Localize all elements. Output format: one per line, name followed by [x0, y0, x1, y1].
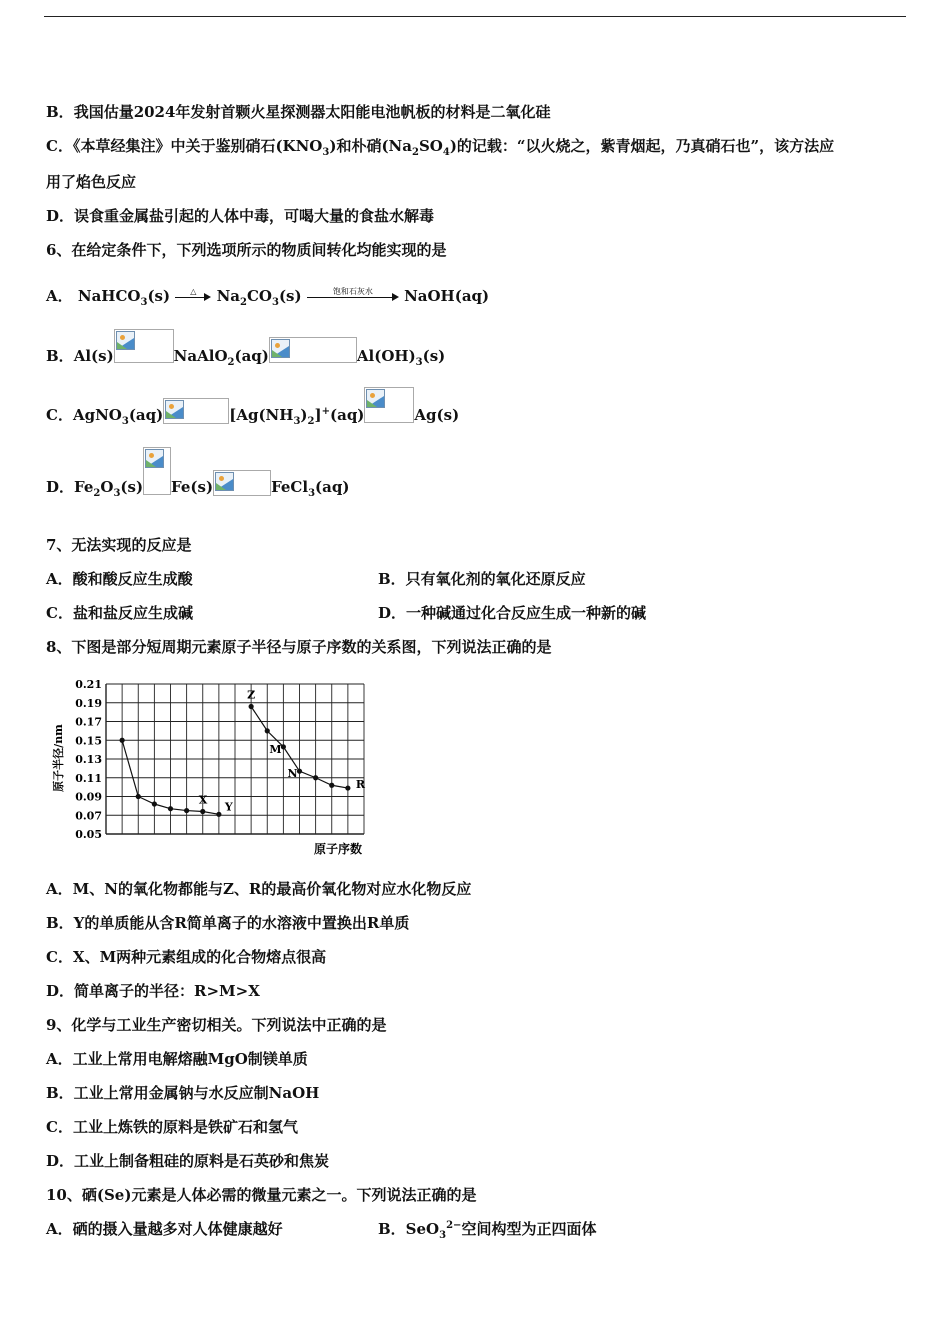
y-tick-label: 0.15 [75, 734, 102, 748]
q9-option-b[interactable]: B．工业上常用金属钠与水反应制NaOH [46, 1084, 320, 1102]
y-tick-label: 0.19 [75, 696, 102, 710]
data-point [184, 808, 189, 813]
point-label: X [198, 793, 208, 807]
broken-image-icon [364, 387, 414, 423]
point-labels [199, 689, 366, 814]
q7-option-c[interactable]: C．盐和盐反应生成碱 [46, 604, 193, 622]
y-axis-label: 原子半径/nm [52, 724, 65, 792]
data-point [168, 806, 173, 811]
q5-option-d[interactable]: D．误食重金属盐引起的人体中毒，可喝大量的食盐水解毒 [46, 207, 435, 225]
broken-image-icon [143, 447, 171, 495]
data-point [297, 769, 302, 774]
q7-option-a[interactable]: A．酸和酸反应生成酸 [46, 570, 193, 588]
broken-image-icon [213, 470, 271, 496]
point-label: Y [224, 800, 233, 814]
q8-option-a[interactable]: A．M、N的氧化物都能与Z、R的最高价氧化物对应水化物反应 [46, 880, 472, 898]
y-tick-label: 0.13 [75, 753, 102, 766]
atomic-radius-chart [48, 672, 378, 862]
heat-arrow: △ [175, 288, 211, 306]
data-point [329, 783, 334, 788]
data-point [120, 738, 125, 743]
y-tick-label: 0.07 [75, 809, 102, 823]
q6-option-c[interactable]: C．AgNO$_3$(aq) $[Ag(NH_3)_2]^+(aq)$ Ag(s) [46, 405, 459, 425]
q7-stem: 7、无法实现的反应是 [46, 536, 192, 554]
q5-option-c-continued: 用了焰色反应 [46, 173, 137, 191]
data-point [345, 785, 350, 790]
data-point [249, 704, 254, 709]
q10-stem: 10、硒(Se)元素是人体必需的微量元素之一。下列说法正确的是 [46, 1186, 477, 1204]
data-point [136, 794, 141, 799]
y-tick-label: 0.17 [75, 715, 102, 729]
q5-option-b[interactable]: B．我国估量2024年发射首颗火星探测器太阳能电池帆板的材料是二氧化硅 [46, 103, 551, 121]
q9-option-c[interactable]: C．工业上炼铁的原料是铁矿石和氢气 [46, 1118, 298, 1136]
q7-option-d[interactable]: D．一种碱通过化合反应生成一种新的碱 [378, 604, 647, 622]
q6-stem: 6、在给定条件下，下列选项所示的物质间转化均能实现的是 [46, 241, 447, 259]
q6-option-a[interactable]: A． NaHCO$_3$(s) △ $Na_2CO_3(s)$ 饱和石灰水 NaOH(aq) [46, 287, 490, 308]
broken-image-icon [163, 398, 229, 424]
q9-option-a[interactable]: A．工业上常用电解熔融MgO制镁单质 [46, 1050, 308, 1068]
point-label: M [269, 742, 282, 756]
y-tick-label: 0.11 [75, 771, 102, 785]
q10-option-b[interactable]: B．SeO$_3^{2-}$空间构型为正四面体 [378, 1220, 597, 1241]
limewater-arrow: 饱和石灰水 [307, 288, 399, 306]
q8-option-d[interactable]: D．简单离子的半径：R>M>X [46, 982, 260, 1000]
header-rule [44, 16, 906, 17]
q5-option-c[interactable]: C．《本草经集注》中关于鉴别硝石$(KNO_3)$和朴硝$(Na_2SO_4)$的记载：“以火烧之，紫青烟起，乃真硝石也”，该方法应 [46, 137, 835, 158]
q9-stem: 9、化学与工业生产密切相关。下列说法中正确的是 [46, 1016, 387, 1034]
point-label: R [355, 778, 366, 792]
q6-option-b[interactable]: B．Al(s) NaAlO$_2$(aq) $Al(OH)_3(s)$ [46, 346, 445, 366]
y-tick-label: 0.09 [75, 790, 102, 804]
broken-image-icon [114, 329, 174, 363]
q7-option-b[interactable]: B．只有氧化剂的氧化还原反应 [378, 570, 586, 588]
chart-grid [106, 684, 364, 834]
x-axis-label: 原子序数 [313, 842, 363, 856]
y-tick-labels [75, 678, 102, 841]
data-point [313, 775, 318, 780]
data-point [265, 728, 270, 733]
q9-option-d[interactable]: D．工业上制备粗硅的原料是石英砂和焦炭 [46, 1152, 330, 1170]
data-point [216, 812, 221, 817]
data-point [200, 809, 205, 814]
data-point [152, 801, 157, 806]
broken-image-icon [269, 337, 357, 363]
q10-option-a[interactable]: A．硒的摄入量越多对人体健康越好 [46, 1220, 283, 1238]
q8-option-c[interactable]: C．X、M两种元素组成的化合物熔点很高 [46, 948, 327, 966]
point-label: Z [247, 688, 256, 702]
q6-option-d[interactable]: D．$Fe_2O_3(s)$ Fe(s) FeCl$_3$(aq) [46, 477, 349, 497]
point-label: N [287, 767, 298, 781]
y-tick-label: 0.21 [75, 678, 102, 691]
q8-option-b[interactable]: B．Y的单质能从含R简单离子的水溶液中置换出R单质 [46, 914, 410, 932]
q8-stem: 8、下图是部分短周期元素原子半径与原子序数的关系图，下列说法正确的是 [46, 638, 552, 656]
y-tick-label: 0.05 [75, 828, 102, 841]
